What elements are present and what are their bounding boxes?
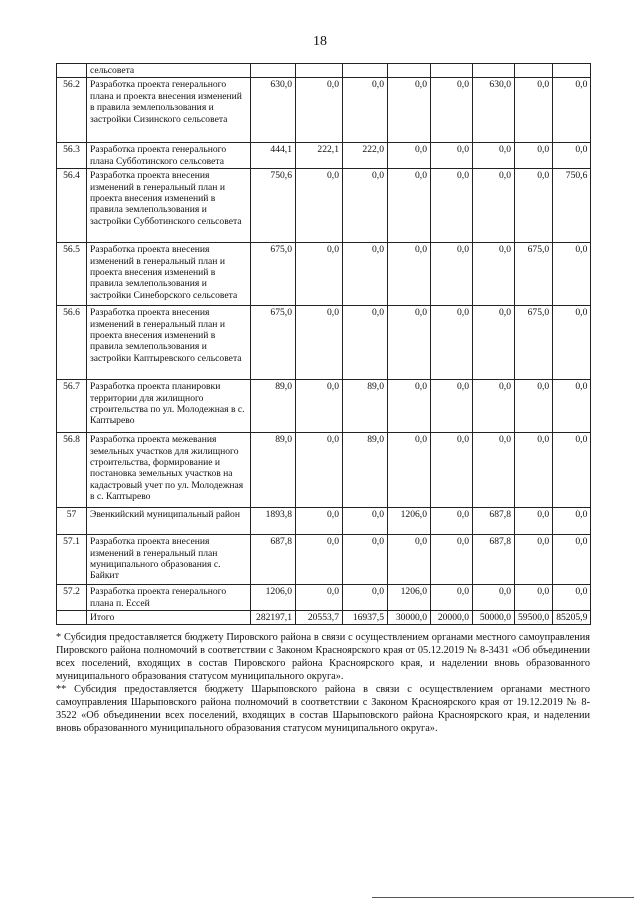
value-cell <box>515 64 553 78</box>
value-cell: 0,0 <box>431 433 473 508</box>
value-cell: 630,0 <box>473 78 515 143</box>
value-cell: 0,0 <box>343 535 388 585</box>
table-row <box>57 433 591 508</box>
row-name: Разработка проекта внесения изменений в генеральный план и проекта внесения изменений в правила землепользования и застройки Субботинского сельсовета <box>87 169 251 243</box>
row-name: Разработка проекта внесения изменений в генеральный план муниципального образования с. Байкит <box>87 535 251 585</box>
value-cell: 675,0 <box>515 306 553 380</box>
value-cell: 0,0 <box>431 535 473 585</box>
row-number: 56.7 <box>57 380 87 433</box>
value-cell: 0,0 <box>515 143 553 169</box>
value-cell: 0,0 <box>296 433 343 508</box>
value-cell: 0,0 <box>388 243 431 306</box>
value-cell: 675,0 <box>515 243 553 306</box>
row-name: Разработка проекта внесения изменений в генеральный план и проекта внесения изменений в правила землепользования и застройки Синеборского сельсовета <box>87 243 251 306</box>
value-cell: 0,0 <box>431 585 473 611</box>
value-cell: 675,0 <box>251 306 296 380</box>
row-name: сельсовета <box>87 64 251 78</box>
value-cell: 0,0 <box>553 380 591 433</box>
value-cell: 20553,7 <box>296 611 343 625</box>
value-cell: 0,0 <box>388 380 431 433</box>
value-cell: 0,0 <box>553 143 591 169</box>
row-number <box>57 611 87 625</box>
value-cell: 1893,8 <box>251 508 296 535</box>
row-number: 56.5 <box>57 243 87 306</box>
row-number: 57 <box>57 508 87 535</box>
value-cell: 0,0 <box>388 535 431 585</box>
value-cell: 0,0 <box>473 585 515 611</box>
row-number: 56.2 <box>57 78 87 143</box>
table-row <box>57 306 591 380</box>
value-cell: 0,0 <box>388 169 431 243</box>
row-number: 57.2 <box>57 585 87 611</box>
value-cell: 0,0 <box>515 433 553 508</box>
value-cell: 0,0 <box>553 306 591 380</box>
value-cell: 0,0 <box>343 169 388 243</box>
value-cell: 222,1 <box>296 143 343 169</box>
value-cell: 0,0 <box>343 508 388 535</box>
row-name: Разработка проекта генерального плана и проекта внесения изменений в правила землепользования и застройки Сизинского сельсовета <box>87 78 251 143</box>
row-name: Итого <box>87 611 251 625</box>
value-cell: 0,0 <box>553 78 591 143</box>
page-number: 18 <box>313 34 327 49</box>
table-row <box>57 585 591 611</box>
value-cell: 0,0 <box>515 585 553 611</box>
value-cell: 89,0 <box>343 380 388 433</box>
value-cell: 30000,0 <box>388 611 431 625</box>
value-cell: 750,6 <box>553 169 591 243</box>
value-cell: 0,0 <box>388 433 431 508</box>
value-cell: 0,0 <box>388 143 431 169</box>
value-cell: 0,0 <box>515 78 553 143</box>
value-cell: 0,0 <box>296 508 343 535</box>
value-cell: 222,0 <box>343 143 388 169</box>
row-number: 57.1 <box>57 535 87 585</box>
value-cell: 687,8 <box>473 508 515 535</box>
value-cell: 89,0 <box>343 433 388 508</box>
value-cell: 0,0 <box>553 535 591 585</box>
budget-table <box>56 63 591 625</box>
row-name: Разработка проекта межевания земельных участков для жилищного строительства, формирование и постановка земельных участков на кадастровый учет по ул. Молодежная в с. Каптырево <box>87 433 251 508</box>
value-cell: 0,0 <box>296 535 343 585</box>
row-number: 56.8 <box>57 433 87 508</box>
value-cell: 16937,5 <box>343 611 388 625</box>
value-cell: 0,0 <box>553 585 591 611</box>
row-number: 56.3 <box>57 143 87 169</box>
value-cell: 0,0 <box>343 306 388 380</box>
row-number: 56.4 <box>57 169 87 243</box>
value-cell: 444,1 <box>251 143 296 169</box>
value-cell: 0,0 <box>431 169 473 243</box>
value-cell: 0,0 <box>473 380 515 433</box>
value-cell: 0,0 <box>431 78 473 143</box>
footnote: * Субсидия предоставляется бюджету Пировского района в связи с осуществлением органами местного самоуправления Пировского района полномочий в соответствии с Законом Красноярского края от 05.12.2019 № 8-3431 «Об объединении всех поселений, входящих в состав Пировского района Красноярского края, и наделении вновь образованного муниципального образования статусом муниципального округа». <box>56 632 590 682</box>
value-cell: 0,0 <box>431 380 473 433</box>
value-cell: 1206,0 <box>388 585 431 611</box>
value-cell: 0,0 <box>553 508 591 535</box>
table-row <box>57 380 591 433</box>
value-cell: 0,0 <box>515 380 553 433</box>
value-cell <box>343 64 388 78</box>
value-cell: 0,0 <box>431 143 473 169</box>
value-cell: 59500,0 <box>515 611 553 625</box>
table-row <box>57 78 591 143</box>
value-cell <box>251 64 296 78</box>
table-row <box>57 169 591 243</box>
value-cell <box>473 64 515 78</box>
footer-divider <box>372 897 634 898</box>
value-cell: 0,0 <box>515 508 553 535</box>
table-row <box>57 243 591 306</box>
row-number: 56.6 <box>57 306 87 380</box>
value-cell: 0,0 <box>473 433 515 508</box>
value-cell <box>553 64 591 78</box>
value-cell: 0,0 <box>343 78 388 143</box>
table-row-total <box>57 611 591 625</box>
value-cell: 0,0 <box>343 585 388 611</box>
row-name: Эвенкийский муниципальный район <box>87 508 251 535</box>
footnote: ** Субсидия предоставляется бюджету Шарыповского района в связи с осуществлением органами местного самоуправления Шарыповского района полномочий в соответствии с Законом Красноярского края от 19.12.2019 № 8-3522 «Об объединении всех поселений, входящих в состав Шарыповского района Красноярского края, и наделении вновь образованного муниципального образования статусом муниципального округа». <box>56 684 590 734</box>
value-cell: 687,8 <box>251 535 296 585</box>
value-cell: 0,0 <box>473 169 515 243</box>
table-row <box>57 143 591 169</box>
value-cell: 50000,0 <box>473 611 515 625</box>
value-cell: 282197,1 <box>251 611 296 625</box>
value-cell <box>296 64 343 78</box>
value-cell: 687,8 <box>473 535 515 585</box>
value-cell: 85205,9 <box>553 611 591 625</box>
value-cell <box>388 64 431 78</box>
value-cell: 0,0 <box>553 433 591 508</box>
value-cell: 0,0 <box>515 169 553 243</box>
value-cell: 0,0 <box>388 78 431 143</box>
value-cell: 0,0 <box>388 306 431 380</box>
value-cell: 0,0 <box>473 306 515 380</box>
value-cell: 630,0 <box>251 78 296 143</box>
value-cell: 0,0 <box>473 143 515 169</box>
value-cell: 0,0 <box>473 243 515 306</box>
value-cell: 20000,0 <box>431 611 473 625</box>
value-cell: 0,0 <box>296 169 343 243</box>
value-cell: 0,0 <box>296 78 343 143</box>
value-cell: 1206,0 <box>388 508 431 535</box>
row-name: Разработка проекта внесения изменений в генеральный план и проекта внесения изменений в правила землепользования и застройки Каптыревского сельсовета <box>87 306 251 380</box>
value-cell: 0,0 <box>296 585 343 611</box>
value-cell: 0,0 <box>296 306 343 380</box>
value-cell: 89,0 <box>251 380 296 433</box>
value-cell <box>431 64 473 78</box>
value-cell: 0,0 <box>431 508 473 535</box>
value-cell: 0,0 <box>553 243 591 306</box>
table-row <box>57 64 591 78</box>
value-cell: 0,0 <box>343 243 388 306</box>
value-cell: 0,0 <box>296 380 343 433</box>
footnotes <box>56 631 590 735</box>
row-name: Разработка проекта генерального плана п. Ессей <box>87 585 251 611</box>
row-name: Разработка проекта генерального плана Субботинского сельсовета <box>87 143 251 169</box>
value-cell: 0,0 <box>296 243 343 306</box>
row-name: Разработка проекта планировки территории для жилищного строительства по ул. Молодежная в с. Каптырево <box>87 380 251 433</box>
table-row <box>57 508 591 535</box>
value-cell: 1206,0 <box>251 585 296 611</box>
value-cell: 675,0 <box>251 243 296 306</box>
value-cell: 750,6 <box>251 169 296 243</box>
value-cell: 89,0 <box>251 433 296 508</box>
value-cell: 0,0 <box>431 306 473 380</box>
table-row <box>57 535 591 585</box>
row-number <box>57 64 87 78</box>
value-cell: 0,0 <box>515 535 553 585</box>
value-cell: 0,0 <box>431 243 473 306</box>
